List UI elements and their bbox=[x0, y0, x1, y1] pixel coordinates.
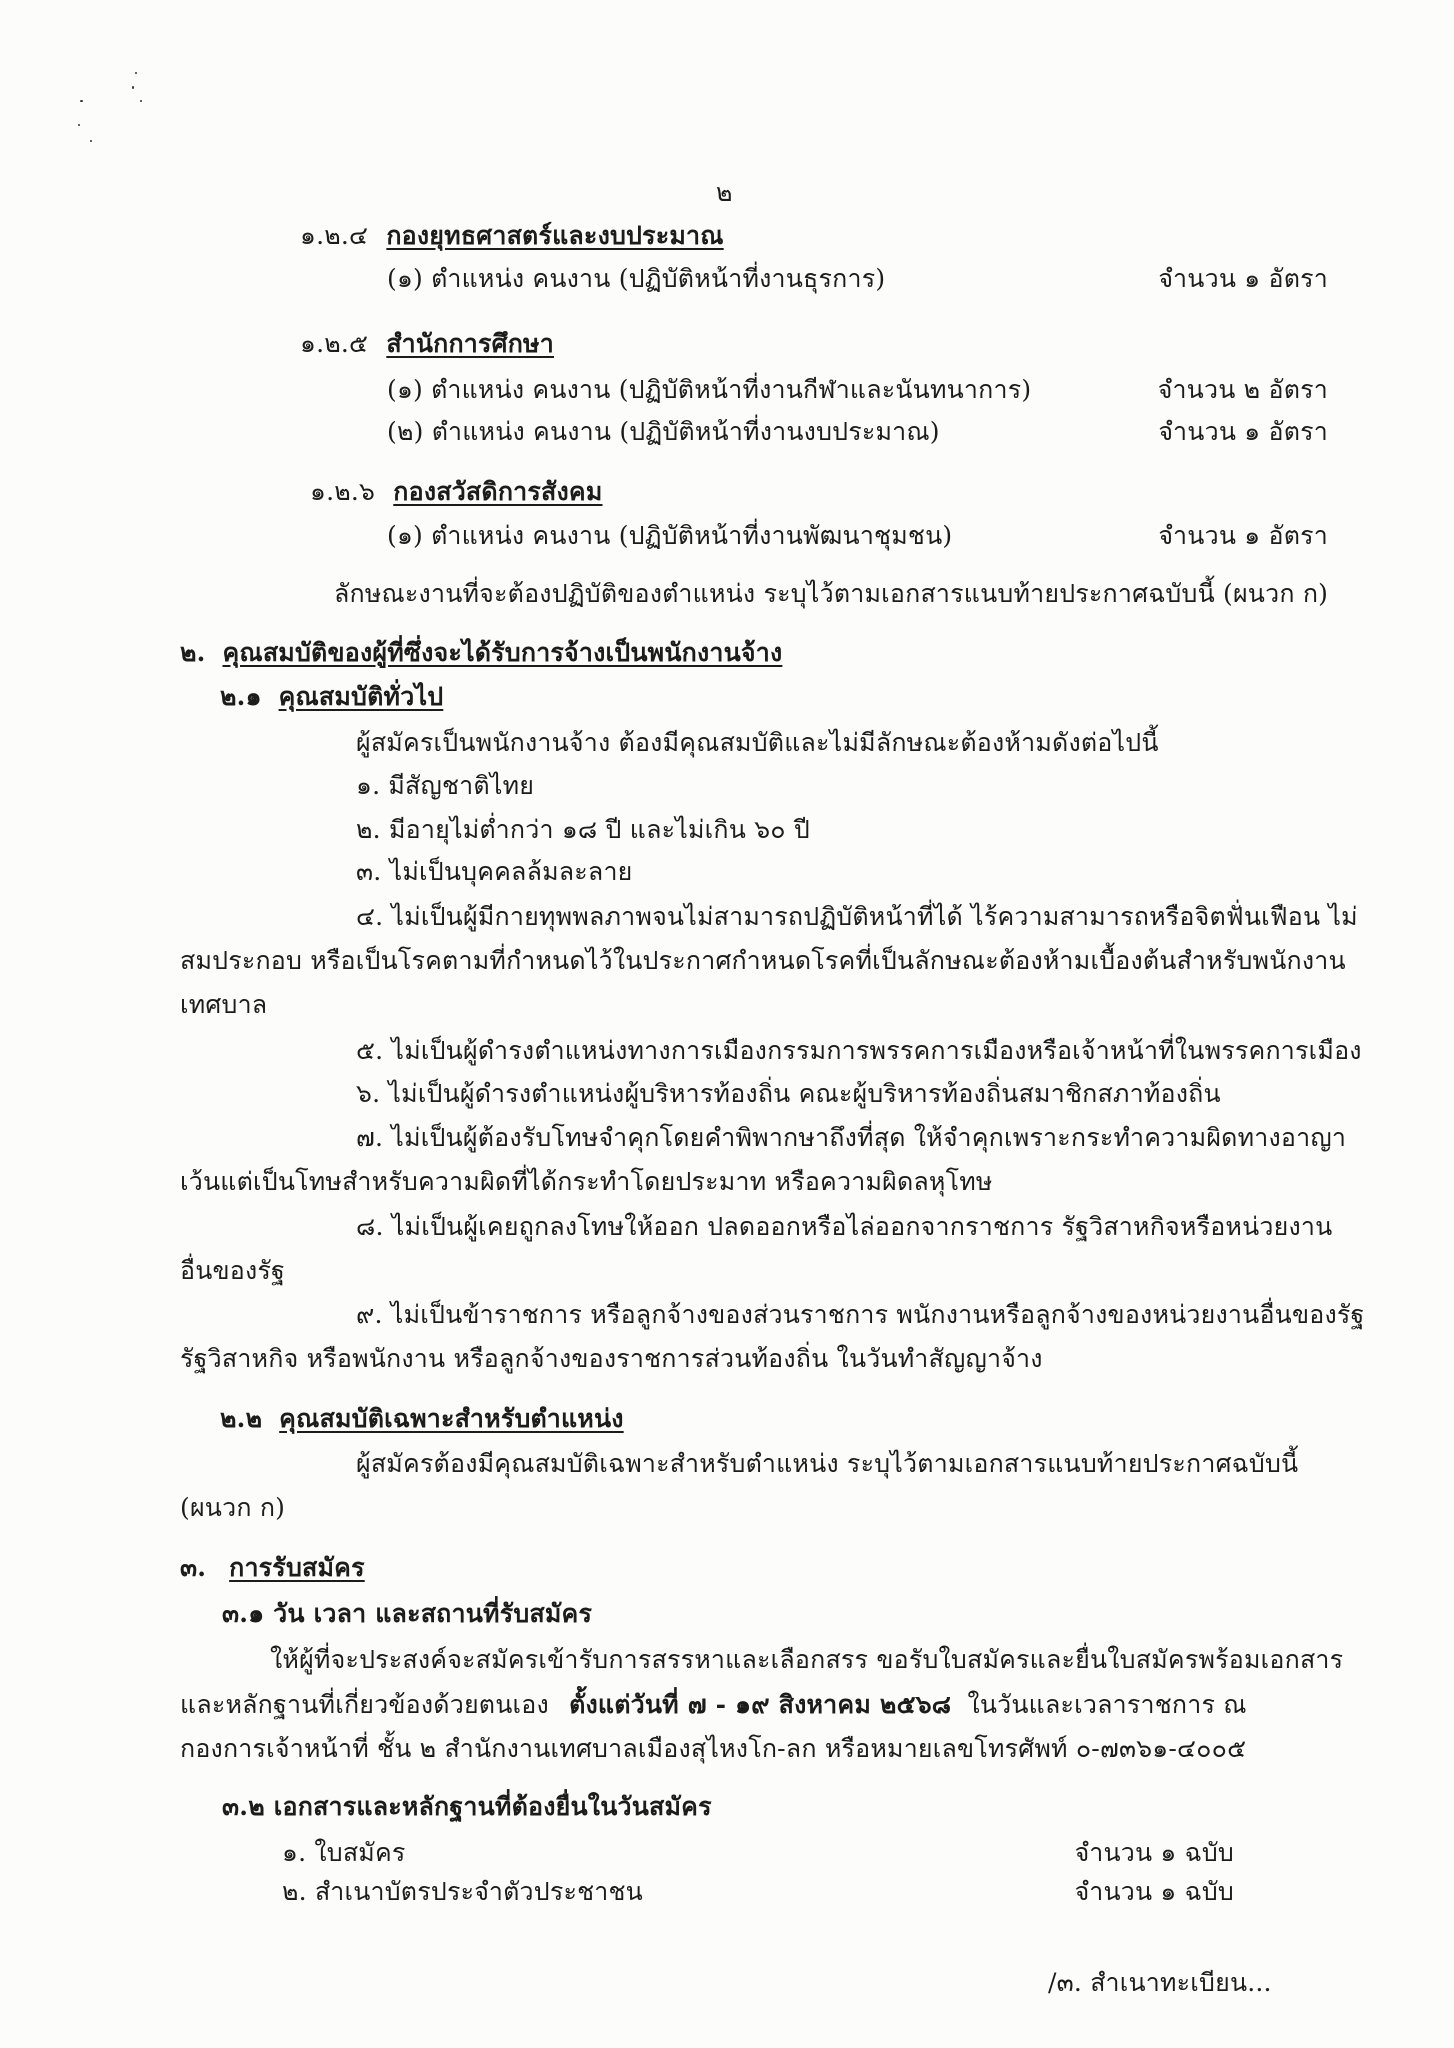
department-name: สำนักการศึกษา bbox=[386, 329, 554, 358]
application-text bbox=[180, 1688, 1247, 1722]
subsection-title: คุณสมบัติเฉพาะสำหรับตำแหน่ง bbox=[279, 1404, 624, 1433]
qualification-item-cont: เทศบาล bbox=[180, 990, 268, 1019]
qualification-item: ๑. มีสัญชาติไทย bbox=[356, 771, 535, 800]
section-title: คุณสมบัติของผู้ที่ซึ่งจะได้รับการจ้างเป็นพนักงานจ้าง bbox=[222, 638, 783, 667]
qualification-item: ๗. ไม่เป็นผู้ต้องรับโทษจำคุกโดยคำพิพากษาถึงที่สุด ให้จำคุกเพราะกระทำความผิดทางอาญา bbox=[356, 1123, 1347, 1152]
page-number: ๒ bbox=[716, 178, 733, 207]
qualification-item: ๘. ไม่เป็นผู้เคยถูกลงโทษให้ออก ปลดออกหรือไล่ออกจากราชการ รัฐวิสาหกิจหรือหน่วยงาน bbox=[356, 1212, 1333, 1241]
qualification-item: ๙. ไม่เป็นข้าราชการ หรือลูกจ้างของส่วนราชการ พนักงานหรือลูกจ้างของหน่วยงานอื่นของรัฐ bbox=[356, 1300, 1365, 1329]
qualification-item: ๕. ไม่เป็นผู้ดำรงตำแหน่งทางการเมืองกรรมการพรรคการเมืองหรือเจ้าหน้าที่ในพรรคการเมือง bbox=[356, 1036, 1362, 1065]
specific-qualification-text-cont: (ผนวก ก) bbox=[180, 1493, 286, 1522]
section-heading bbox=[300, 327, 554, 361]
section-code: ๑.๒.๔ bbox=[300, 221, 369, 250]
subsection-number: ๒.๑ bbox=[220, 682, 262, 711]
section-number: ๓. bbox=[180, 1553, 207, 1582]
qualification-item: ๖. ไม่เป็นผู้ดำรงตำแหน่งผู้บริหารท้องถิ่น คณะผู้บริหารท้องถิ่นสมาชิกสภาท้องถิ่น bbox=[356, 1079, 1221, 1108]
application-text-pre: และหลักฐานที่เกี่ยวข้องด้วยตนเอง bbox=[180, 1690, 549, 1719]
subsection-3-2-heading: ๓.๒ เอกสารและหลักฐานที่ต้องยื่นในวันสมัคร bbox=[222, 1792, 712, 1821]
subsection-2-1-heading bbox=[220, 680, 443, 714]
application-date-range: ตั้งแต่วันที่ ๗ - ๑๙ สิงหาคม ๒๕๖๘ bbox=[569, 1690, 952, 1719]
qualification-item: ๔. ไม่เป็นผู้มีกายทุพพลภาพจนไม่สามารถปฏิบัติหน้าที่ได้ ไร้ความสามารถหรือจิตฟั่นเฟือน ไม่ bbox=[356, 902, 1358, 931]
subsection-2-2-heading bbox=[220, 1402, 624, 1436]
qualification-item: ๓. ไม่เป็นบุคคลล้มละลาย bbox=[356, 857, 633, 886]
subsection-title: คุณสมบัติทั่วไป bbox=[278, 682, 444, 711]
subsection-number: ๒.๒ bbox=[220, 1404, 263, 1433]
position-count: จำนวน ๒ อัตรา bbox=[1157, 375, 1328, 404]
position-count: จำนวน ๑ อัตรา bbox=[1158, 417, 1328, 446]
qualification-intro: ผู้สมัครเป็นพนักงานจ้าง ต้องมีคุณสมบัติและไม่มีลักษณะต้องห้ามดังต่อไปนี้ bbox=[356, 728, 1159, 757]
section-2-heading bbox=[180, 636, 782, 670]
department-name: กองยุทธศาสตร์และงบประมาณ bbox=[386, 221, 724, 250]
section-code: ๑.๒.๖ bbox=[310, 477, 376, 506]
position-item: (๑) ตำแหน่ง คนงาน (ปฏิบัติหน้าที่งานพัฒนาชุมชน) bbox=[387, 521, 953, 550]
position-item: (๒) ตำแหน่ง คนงาน (ปฏิบัติหน้าที่งานงบประมาณ) bbox=[387, 417, 940, 446]
section-number: ๒. bbox=[180, 638, 206, 667]
qualification-item: ๒. มีอายุไม่ต่ำกว่า ๑๘ ปี และไม่เกิน ๖๐ ปี bbox=[356, 815, 810, 844]
application-text-post: ในวันและเวลาราชการ ณ bbox=[967, 1690, 1247, 1719]
application-location: กองการเจ้าหน้าที่ ชั้น ๒ สำนักงานเทศบาลเมืองสุไหงโก-ลก หรือหมายเลขโทรศัพท์ ๐-๗๓๖๑-๔๐๐๕ bbox=[180, 1734, 1247, 1763]
section-3-heading bbox=[180, 1551, 365, 1585]
section-heading bbox=[300, 219, 724, 253]
qualification-item-cont: อื่นของรัฐ bbox=[180, 1256, 286, 1285]
subsection-3-1-heading: ๓.๑ วัน เวลา และสถานที่รับสมัคร bbox=[222, 1599, 593, 1628]
position-count: จำนวน ๑ อัตรา bbox=[1158, 521, 1328, 550]
qualification-item-cont: เว้นแต่เป็นโทษสำหรับความผิดที่ได้กระทำโดยประมาท หรือความผิดลหุโทษ bbox=[180, 1167, 993, 1196]
section-heading bbox=[310, 475, 603, 509]
next-page-reference: /๓. สำเนาทะเบียน... bbox=[1048, 1968, 1272, 1997]
department-name: กองสวัสดิการสังคม bbox=[393, 477, 603, 506]
document-item: ๒. สำเนาบัตรประจำตัวประชาชน bbox=[282, 1877, 643, 1906]
specific-qualification-text: ผู้สมัครต้องมีคุณสมบัติเฉพาะสำหรับตำแหน่ง ระบุไว้ตามเอกสารแนบท้ายประกาศฉบับนี้ bbox=[356, 1449, 1299, 1478]
qualification-item-cont: สมประกอบ หรือเป็นโรคตามที่กำหนดไว้ในประกาศกำหนดโรคที่เป็นลักษณะต้องห้ามเบื้องต้นสำหรับพนักงาน bbox=[180, 946, 1346, 975]
job-description-note: ลักษณะงานที่จะต้องปฏิบัติของตำแหน่ง ระบุไว้ตามเอกสารแนบท้ายประกาศฉบับนี้ (ผนวก ก) bbox=[334, 579, 1329, 608]
position-item: (๑) ตำแหน่ง คนงาน (ปฏิบัติหน้าที่งานกีฬาและนันทนาการ) bbox=[387, 375, 1032, 404]
qualification-item-cont: รัฐวิสาหกิจ หรือพนักงาน หรือลูกจ้างของราชการส่วนท้องถิ่น ในวันทำสัญญาจ้าง bbox=[180, 1344, 1043, 1373]
section-title: การรับสมัคร bbox=[229, 1553, 365, 1582]
document-count: จำนวน ๑ ฉบับ bbox=[1074, 1877, 1234, 1906]
position-count: จำนวน ๑ อัตรา bbox=[1158, 264, 1328, 293]
section-code: ๑.๒.๕ bbox=[300, 329, 369, 358]
document-item: ๑. ใบสมัคร bbox=[282, 1838, 406, 1867]
application-text: ให้ผู้ที่จะประสงค์จะสมัครเข้ารับการสรรหาและเลือกสรร ขอรับใบสมัครและยื่นใบสมัครพร้อมเอกสาร bbox=[270, 1645, 1344, 1674]
position-item: (๑) ตำแหน่ง คนงาน (ปฏิบัติหน้าที่งานธุรการ) bbox=[387, 264, 886, 293]
document-count: จำนวน ๑ ฉบับ bbox=[1074, 1838, 1234, 1867]
